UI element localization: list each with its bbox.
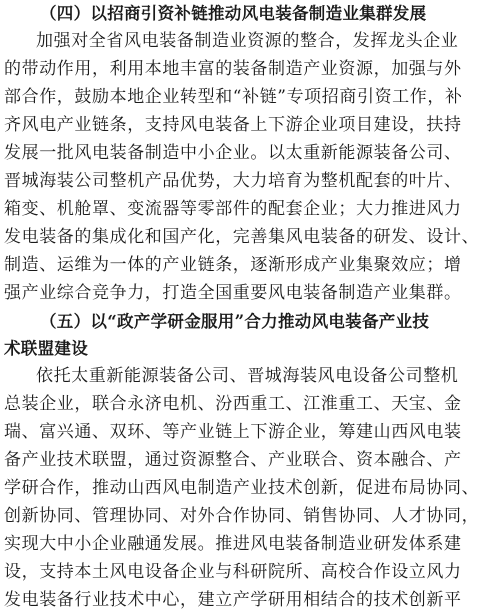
paragraph-line: 依托太重新能源装备公司、晋城海装风电设备公司整机 <box>36 366 459 387</box>
paragraph-line: 学研合作，推动山西风电制造产业技术创新，促进布局协同、 <box>4 478 479 499</box>
paragraph-line: 发电装备的集成化和国产化，完善集风电装备的研发、设计、 <box>4 226 479 247</box>
paragraph-line: 制造、运维为一体的产业链条，逐渐形成产业集聚效应；增 <box>4 254 462 275</box>
paragraph-line: 的带动作用，利用本地丰富的装备制造产业资源，加强与外 <box>4 58 462 79</box>
paragraph-line: 实现大中小企业融通发展。推进风电装备制造业研发体系建 <box>4 534 462 555</box>
section-heading-4: （四）以招商引资补链推动风电装备制造业集群发展 <box>40 4 427 23</box>
paragraph-line: 晋城海装公司整机产品优势，大力培育为整机配套的叶片、 <box>4 170 462 191</box>
paragraph-line: 总装企业，联合永济电机、汾西重工、江淮重工、天宝、金 <box>4 394 462 415</box>
paragraph-line: 齐风电产业链条，支持风电装备上下游企业项目建设，扶持 <box>4 114 462 135</box>
paragraph-line: 箱变、机舱罩、变流器等零部件的配套企业；大力推进风力 <box>4 198 462 219</box>
section-heading-5-continued: 术联盟建设 <box>4 339 88 359</box>
paragraph-line: 发电装备行业技术中心，建立产学研用相结合的技术创新平 <box>4 590 462 611</box>
paragraph-line: 加强对全省风电装备制造业资源的整合，发挥龙头企业 <box>36 30 459 51</box>
paragraph-line: 发展一批风电装备制造中小企业。以太重新能源装备公司、 <box>4 142 462 163</box>
section-heading-5: （五）以“政产学研金服用”合力推动风电装备产业技 <box>40 311 430 331</box>
paragraph-line: 部合作，鼓励本地企业转型和“补链”专项招商引资工作，补 <box>4 86 463 107</box>
paragraph-line: 强产业综合竞争力，打造全国重要风电装备制造产业集群。 <box>4 282 462 303</box>
paragraph-line: 设，支持本土风电设备企业与科研院所、高校合作设立风力 <box>4 562 462 583</box>
paragraph-line: 创新协同、管理协同、对外合作协同、销售协同、人才协同， <box>4 506 479 527</box>
paragraph-line: 瑞、富兴通、双环、等产业链上下游企业，筹建山西风电装 <box>4 422 462 443</box>
paragraph-line: 备产业技术联盟，通过资源整合、产业联合、资本融合、产 <box>4 450 462 471</box>
